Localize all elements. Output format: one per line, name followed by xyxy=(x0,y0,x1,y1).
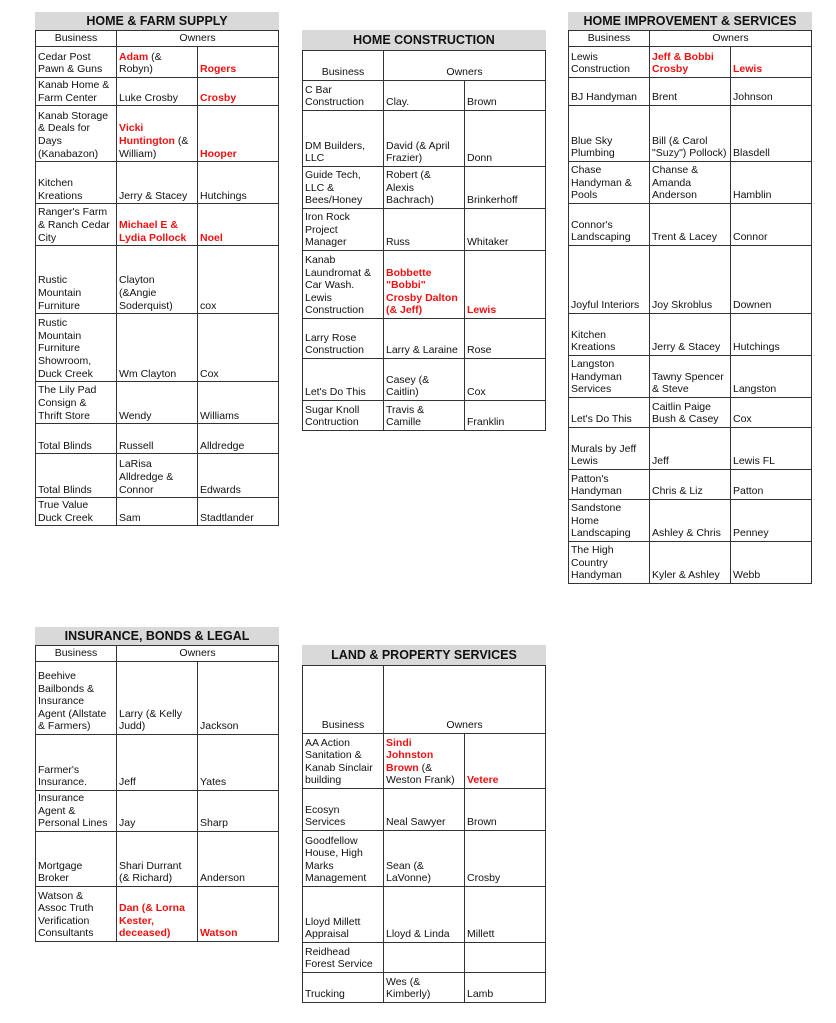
home-farm-supply-table xyxy=(35,12,279,526)
section-title: HOME & FARM SUPPLY xyxy=(36,13,279,31)
owner-last-name: Williams xyxy=(198,382,279,424)
owner-first: Wes (& Kimberly) xyxy=(386,975,431,1001)
business-name: Goodfellow House, High Marks Management xyxy=(303,831,384,887)
table-row xyxy=(569,162,812,204)
business-name: Sugar Knoll Contruction xyxy=(303,401,384,431)
business-name: Beehive Bailbonds & Insurance Agent (Allstate & Farmers) xyxy=(36,662,117,735)
business-name: Patton's Handyman xyxy=(569,470,650,500)
owner-first: David (& April Frazier) xyxy=(386,139,450,165)
table-row xyxy=(303,973,546,1003)
table-row xyxy=(569,78,812,106)
insurance-bonds-legal-table xyxy=(35,627,279,942)
owner-first: Tawny Spencer & Steve xyxy=(652,370,724,396)
owner-last-name: Hutchings xyxy=(731,314,812,356)
owner-last-name: Connor xyxy=(731,204,812,246)
business-column-header: Business xyxy=(303,51,384,81)
owner-last-name: Rose xyxy=(465,319,546,359)
table-row xyxy=(569,47,812,78)
owner-first: Jeff xyxy=(652,455,669,468)
owner-first-names xyxy=(650,542,731,584)
owner-first: Casey (& Caitlin) xyxy=(386,373,430,399)
owner-first: Wm Clayton xyxy=(119,367,177,380)
owner-last-name: Stadtlander xyxy=(198,498,279,526)
business-name: The High Country Handyman xyxy=(569,542,650,584)
business-name: Langston Handyman Services xyxy=(569,356,650,398)
table-row xyxy=(303,251,546,319)
owner-last-name: Crosby xyxy=(465,831,546,887)
owners-column-header: Owners xyxy=(650,31,812,47)
owner-first-names xyxy=(384,831,465,887)
owner-first-names xyxy=(650,78,731,106)
business-name: Blue Sky Plumbing xyxy=(569,106,650,162)
owner-first: Shari Durrant (& Richard) xyxy=(119,859,182,885)
owners-column-header: Owners xyxy=(384,666,546,734)
owners-column-header: Owners xyxy=(384,51,546,81)
land-property-services-table xyxy=(302,645,546,1003)
owner-first-names xyxy=(117,78,198,106)
owner-first-names xyxy=(384,81,465,111)
owner-first-names xyxy=(117,887,198,942)
owner-first-names xyxy=(650,470,731,500)
home-improvement-table xyxy=(568,12,812,584)
owner-first-names xyxy=(384,251,465,319)
owner-first-names xyxy=(650,500,731,542)
owner-first-names xyxy=(650,246,731,314)
owner-first: Sean (& LaVonne) xyxy=(386,859,431,885)
owner-first-highlight: Adam xyxy=(119,50,149,63)
owner-last-name: Lewis xyxy=(465,251,546,319)
section-title: HOME CONSTRUCTION xyxy=(303,31,546,51)
owner-last-name: Johnson xyxy=(731,78,812,106)
owner-first-names xyxy=(384,943,465,973)
owner-first-highlight: Vicki Huntington xyxy=(119,122,175,147)
business-name: Lloyd Millett Appraisal xyxy=(303,887,384,943)
owner-first: Caitlin Paige Bush & Casey xyxy=(652,400,719,426)
owner-last-name: Patton xyxy=(731,470,812,500)
table-row xyxy=(569,246,812,314)
table-row xyxy=(36,106,279,162)
business-name: Kanab Home & Farm Center xyxy=(36,78,117,106)
business-column-header: Business xyxy=(303,666,384,734)
table-row xyxy=(36,47,279,78)
owner-first: Jeff xyxy=(119,776,136,789)
owner-first: Trent & Lacey xyxy=(652,231,717,244)
owner-first-highlight: Michael E & Lydia Pollock xyxy=(119,219,187,244)
business-column-header: Business xyxy=(36,646,117,662)
owner-last-name: Lamb xyxy=(465,973,546,1003)
owner-first: Clayton (&Angie Soderquist) xyxy=(119,274,173,312)
owner-last-name: Hamblin xyxy=(731,162,812,204)
business-name: Iron Rock Project Manager xyxy=(303,209,384,251)
table-row xyxy=(36,887,279,942)
owner-first: Bill (& Carol "Suzy") Pollock) xyxy=(652,134,727,160)
table-row xyxy=(303,887,546,943)
owner-first: Luke Crosby xyxy=(119,91,178,104)
table-row xyxy=(36,314,279,382)
business-name: C Bar Construction xyxy=(303,81,384,111)
owner-first-names xyxy=(650,428,731,470)
owner-last-name: Brown xyxy=(465,81,546,111)
owner-last-name: Brinkerhoff xyxy=(465,167,546,209)
owner-last-name: Crosby xyxy=(198,78,279,106)
table-row xyxy=(36,424,279,454)
table-row xyxy=(303,831,546,887)
owner-first-extra: (& Robyn) xyxy=(119,50,162,76)
owner-first-names xyxy=(650,47,731,78)
owner-last-name: Yates xyxy=(198,735,279,791)
table-row xyxy=(303,789,546,831)
owner-first-names xyxy=(117,454,198,498)
table-row xyxy=(36,791,279,832)
owner-first-names xyxy=(117,382,198,424)
owner-last-name: cox xyxy=(198,246,279,314)
business-name: Mortgage Broker xyxy=(36,832,117,887)
owner-first: LaRisa Alldredge & Connor xyxy=(119,458,174,496)
table-row xyxy=(569,314,812,356)
business-name: Total Blinds xyxy=(36,424,117,454)
owner-first-names xyxy=(117,424,198,454)
owner-last-name: Cox xyxy=(198,314,279,382)
owner-last-name: Hutchings xyxy=(198,162,279,204)
owner-last-name: Webb xyxy=(731,542,812,584)
table-row xyxy=(569,500,812,542)
owner-first-names xyxy=(650,106,731,162)
table-row xyxy=(36,246,279,314)
owner-last-name xyxy=(465,943,546,973)
table-row xyxy=(303,943,546,973)
owner-last-name: Noel xyxy=(198,204,279,246)
table-row xyxy=(569,542,812,584)
owner-first-highlight: Sindi Johnston Brown xyxy=(386,736,434,774)
owner-last-name: Lewis FL xyxy=(731,428,812,470)
owner-first-names xyxy=(384,167,465,209)
owner-last-name: Watson xyxy=(198,887,279,942)
home-construction-table xyxy=(302,30,546,431)
owner-first: Sam xyxy=(119,511,141,524)
owner-first-names xyxy=(650,162,731,204)
business-name: Joyful Interiors xyxy=(569,246,650,314)
business-name: Reidhead Forest Service xyxy=(303,943,384,973)
business-name: Guide Tech, LLC & Bees/Honey xyxy=(303,167,384,209)
owner-last-name: Brown xyxy=(465,789,546,831)
owner-last-name: Whitaker xyxy=(465,209,546,251)
table-row xyxy=(36,735,279,791)
owner-last-name: Anderson xyxy=(198,832,279,887)
table-row xyxy=(36,662,279,735)
owner-first-names xyxy=(117,662,198,735)
owner-last-name: Blasdell xyxy=(731,106,812,162)
business-name: Cedar Post Pawn & Guns xyxy=(36,47,117,78)
owner-first-names xyxy=(384,401,465,431)
table-row xyxy=(569,106,812,162)
business-name: Larry Rose Construction xyxy=(303,319,384,359)
owner-last-name: Vetere xyxy=(465,734,546,789)
owner-first-names xyxy=(117,47,198,78)
owner-last-name: Cox xyxy=(465,359,546,401)
business-name: Connor's Landscaping xyxy=(569,204,650,246)
owner-first-names xyxy=(384,319,465,359)
owner-last-name: Millett xyxy=(465,887,546,943)
owner-first: Lloyd & Linda xyxy=(386,928,450,941)
owner-first-extra: (& William) xyxy=(119,135,189,160)
owner-first-highlight: Jeff & Bobbi Crosby xyxy=(652,50,714,76)
owner-last-name: Sharp xyxy=(198,791,279,832)
owner-first-names xyxy=(650,356,731,398)
table-row xyxy=(303,209,546,251)
owner-first: Neal Sawyer xyxy=(386,816,446,829)
owner-first: Jay xyxy=(119,817,136,830)
business-name: Kanab Storage & Deals for Days (Kanabazon) xyxy=(36,106,117,162)
table-row xyxy=(303,401,546,431)
business-name: Sandstone Home Landscaping xyxy=(569,500,650,542)
business-name: Kitchen Kreations xyxy=(36,162,117,204)
owner-last-name: Penney xyxy=(731,500,812,542)
table-row xyxy=(36,382,279,424)
business-name: Trucking xyxy=(303,973,384,1003)
owners-column-header: Owners xyxy=(117,31,279,47)
table-row xyxy=(303,319,546,359)
owner-first: Wendy xyxy=(119,409,152,422)
business-name: Let's Do This xyxy=(303,359,384,401)
owner-last-name: Edwards xyxy=(198,454,279,498)
owner-last-name: Donn xyxy=(465,111,546,167)
owner-first: Larry & Laraine xyxy=(386,344,458,357)
business-name: Rustic Mountain Furniture xyxy=(36,246,117,314)
business-name: DM Builders, LLC xyxy=(303,111,384,167)
table-row xyxy=(569,470,812,500)
owner-first-names xyxy=(117,106,198,162)
table-row xyxy=(569,428,812,470)
owner-last-name: Rogers xyxy=(198,47,279,78)
table-row xyxy=(569,356,812,398)
owner-first-names xyxy=(384,359,465,401)
table-row xyxy=(569,204,812,246)
table-row xyxy=(36,832,279,887)
business-column-header: Business xyxy=(569,31,650,47)
owner-first-names xyxy=(384,789,465,831)
owner-first: Kyler & Ashley xyxy=(652,569,720,582)
owner-first-names xyxy=(384,887,465,943)
owner-first-names xyxy=(650,314,731,356)
owner-first-names xyxy=(117,791,198,832)
owner-first-names xyxy=(650,398,731,428)
owner-last-name: Lewis xyxy=(731,47,812,78)
owner-first-names xyxy=(384,973,465,1003)
owner-first-names xyxy=(117,204,198,246)
business-name: Ranger's Farm & Ranch Cedar City xyxy=(36,204,117,246)
table-row xyxy=(303,81,546,111)
owner-first: Jerry & Stacey xyxy=(119,189,188,202)
table-row xyxy=(303,111,546,167)
business-name: Lewis Construction xyxy=(569,47,650,78)
table-row xyxy=(36,162,279,204)
table-row xyxy=(303,359,546,401)
owner-first-names xyxy=(117,832,198,887)
owner-last-name: Alldredge xyxy=(198,424,279,454)
business-name: Ecosyn Services xyxy=(303,789,384,831)
owner-first-highlight: Dan (& Lorna Kester, deceased) xyxy=(119,902,185,940)
owner-last-name: Cox xyxy=(731,398,812,428)
business-name: BJ Handyman xyxy=(569,78,650,106)
business-name: Watson & Assoc Truth Verification Consultants xyxy=(36,887,117,942)
business-name: True Value Duck Creek xyxy=(36,498,117,526)
business-name: The Lily Pad Consign & Thrift Store xyxy=(36,382,117,424)
owner-first-names xyxy=(117,498,198,526)
table-row xyxy=(36,78,279,106)
section-title: LAND & PROPERTY SERVICES xyxy=(303,646,546,666)
owner-first-names xyxy=(117,246,198,314)
owner-first: Chanse & Amanda Anderson xyxy=(652,164,699,202)
business-name: Total Blinds xyxy=(36,454,117,498)
business-column-header: Business xyxy=(36,31,117,47)
owner-first: Robert (& Alexis Bachrach) xyxy=(386,169,434,207)
business-name: Rustic Mountain Furniture Showroom, Duck Creek xyxy=(36,314,117,382)
owner-first: Brent xyxy=(652,91,678,104)
owner-first-names xyxy=(650,204,731,246)
section-title: INSURANCE, BONDS & LEGAL xyxy=(36,628,279,646)
business-name: Let's Do This xyxy=(569,398,650,428)
owner-first-names xyxy=(384,734,465,789)
owner-last-name: Langston xyxy=(731,356,812,398)
owner-last-name: Jackson xyxy=(198,662,279,735)
owner-last-name: Hooper xyxy=(198,106,279,162)
owner-first: Jerry & Stacey xyxy=(652,341,721,354)
business-name: Farmer's Insurance. xyxy=(36,735,117,791)
owner-first: Joy Skroblus xyxy=(652,299,713,312)
owner-first: Ashley & Chris xyxy=(652,527,721,540)
owner-last-name: Franklin xyxy=(465,401,546,431)
owner-first-names xyxy=(384,209,465,251)
table-row xyxy=(36,498,279,526)
owner-first-names xyxy=(117,735,198,791)
owner-first: Russ xyxy=(386,236,410,249)
owner-first: Chris & Liz xyxy=(652,485,703,498)
table-row xyxy=(36,204,279,246)
owner-first-names xyxy=(384,111,465,167)
owner-first-names xyxy=(117,162,198,204)
owner-first: Travis & Camille xyxy=(386,403,425,429)
table-row xyxy=(569,398,812,428)
owner-first-highlight: Bobbette "Bobbi" Crosby Dalton (& Jeff) xyxy=(386,266,458,317)
table-row xyxy=(303,167,546,209)
table-row xyxy=(303,734,546,789)
owner-first: Larry (& Kelly Judd) xyxy=(119,707,183,733)
business-name: Kanab Laundromat & Car Wash. Lewis Construction xyxy=(303,251,384,319)
owner-last-name: Downen xyxy=(731,246,812,314)
business-name: Kitchen Kreations xyxy=(569,314,650,356)
section-title: HOME IMPROVEMENT & SERVICES xyxy=(569,13,812,31)
business-name: Murals by Jeff Lewis xyxy=(569,428,650,470)
owner-first: Clay. xyxy=(386,96,410,109)
owners-column-header: Owners xyxy=(117,646,279,662)
business-name: Chase Handyman & Pools xyxy=(569,162,650,204)
table-row xyxy=(36,454,279,498)
owner-first-names xyxy=(117,314,198,382)
owner-first: Russell xyxy=(119,439,154,452)
owner-first-extra: (& Weston Frank) xyxy=(386,761,455,787)
business-name: AA Action Sanitation & Kanab Sinclair building xyxy=(303,734,384,789)
business-name: Insurance Agent & Personal Lines xyxy=(36,791,117,832)
